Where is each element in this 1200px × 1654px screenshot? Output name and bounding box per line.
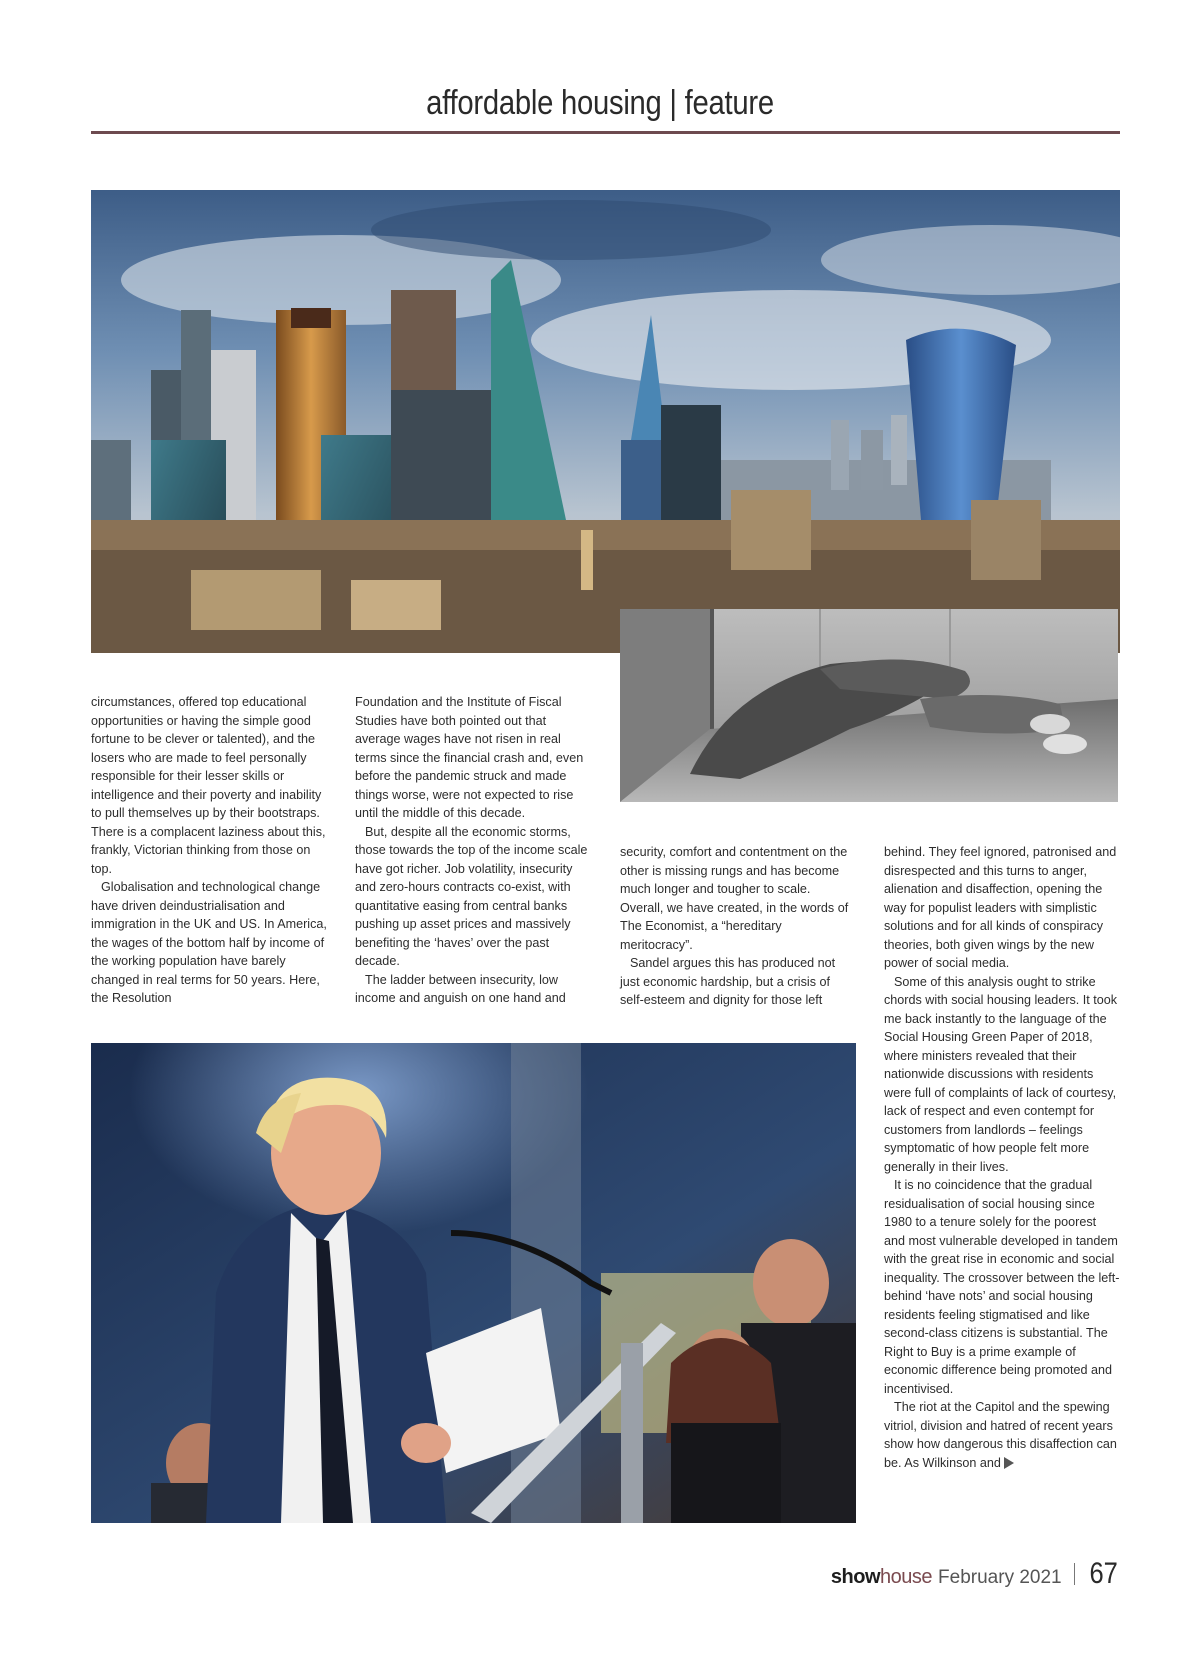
paragraph-last [884, 1398, 1120, 1472]
page-footer [831, 1557, 1120, 1591]
paragraph: It is no coincidence that the gradual residualisation of social housing since 1980 to a tenure solely for the poorest and most vulnerable developed in tandem with the great rise in economic and social inequality. The crossover between the left-behind ‘have nots’ and social housing residents feeling stigmatised and like second-class citizens is substantial. The Right to Buy is a prime example of economic difference being promoted and incentivised. [884, 1178, 1120, 1396]
paragraph: But, despite all the economic storms, those towards the top of the income scale have got richer. Job volatility, insecurity and zero-hours contracts co-exist, with quantitative easing from central banks pushing up asset prices and massively benefiting the ‘haves’ over the past decade. [355, 824, 588, 968]
paragraph: Foundation and the Institute of Fiscal Studies have both pointed out that average wages have not risen in real terms since the financial crash and, even before the pandemic struck and made things worse, were not expected to rise until the middle of this decade. [355, 695, 584, 820]
section-title: affordable housing | feature [426, 84, 774, 122]
paragraph: circumstances, offered top educational opportunities or having the simple good fortune to be clever or talented), and the losers who are made to feel personally responsible for their lesser skills or intelligence and their poverty and inability to pull themselves up by their bootstraps. There is a complacent laziness about this, frankly, Victorian thinking from those on top. [91, 695, 326, 876]
continue-arrow-icon [1004, 1457, 1014, 1469]
paragraph: Sandel argues this has produced not just economic hardship, but a crisis of self-esteem and dignity for those left [620, 956, 836, 1007]
paragraph: security, comfort and contentment on the other is missing rungs and has become much longer and tougher to scale. Overall, we have created, in the words of The Economist, a “hereditary meritocracy”. [620, 845, 849, 952]
brand-name-bold: show [830, 1566, 881, 1588]
article-column-2 [355, 693, 591, 1008]
speaker-photo [91, 1043, 856, 1523]
page-number: 67 [1089, 1557, 1118, 1590]
issue-date: February 2021 [938, 1567, 1062, 1588]
article-column-1 [91, 693, 327, 1008]
paragraph: The riot at the Capitol and the spewing vitriol, division and hatred of recent years show how dangerous this disaffection can be. As Wilkinson and [884, 1400, 1117, 1470]
paragraph: behind. They feel ignored, patronised and disrespected and this turns to anger, alienation and disaffection, opening the way for populist leaders with simplistic solutions and for all kinds of conspiracy theories, both given wings by the new power of social media. [884, 845, 1117, 970]
rough-sleeper-photo [620, 609, 1118, 802]
footer-divider [1074, 1563, 1075, 1585]
article-column-4 [884, 843, 1120, 1472]
article-column-3 [620, 843, 856, 1010]
paragraph: Globalisation and technological change have driven deindustrialisation and immigration in the UK and US. In America, the wages of the bottom half by income of the working population have barely changed in real terms for 50 years. Here, the Resolution [91, 880, 327, 1005]
skyline-photo [91, 190, 1120, 653]
header-rule [91, 131, 1120, 134]
paragraph: The ladder between insecurity, low income and anguish on one hand and [355, 972, 566, 1005]
paragraph: Some of this analysis ought to strike chords with social housing leaders. It took me back instantly to the language of the Social Housing Green Paper of 2018, where ministers revealed that their nationwide discussions with residents were full of complaints of lack of courtesy, lack of respect and even contempt for customers from landlords – feelings symptomatic of how people felt more generally in their lives. [884, 974, 1118, 1174]
brand-name-light: house [880, 1566, 933, 1588]
